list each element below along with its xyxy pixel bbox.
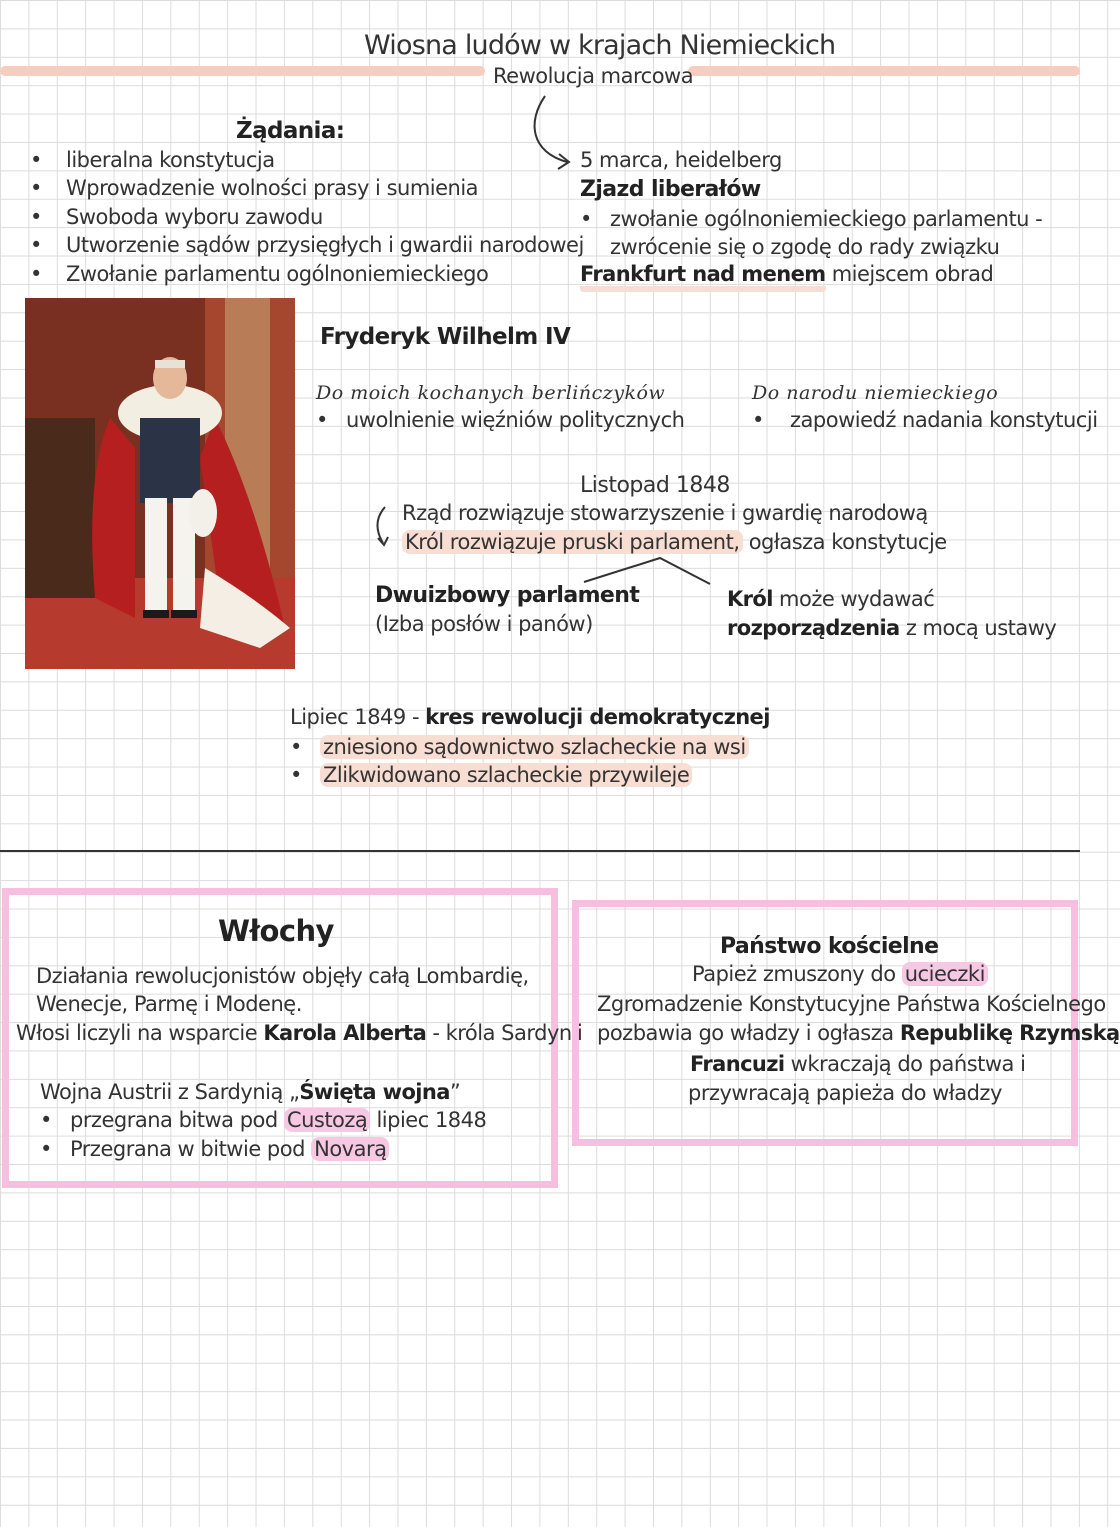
church-line1: Papież zmuszony do ucieczki (692, 962, 988, 986)
list-item: • Utworzenie sądów przysięgłych i gwardii narodowej (30, 233, 584, 258)
portrait-image (25, 298, 295, 669)
july-list (290, 733, 749, 790)
list-item: • zniesiono sądownictwo szlacheckie na wsi (320, 733, 749, 761)
nation-heading: Do narodu niemieckiego (752, 382, 999, 404)
november-date: Listopad 1848 (580, 473, 730, 498)
list-item: • liberalna konstytucja (30, 148, 275, 172)
title-underline-right (688, 66, 1080, 76)
king-decree-line1: Król może wydawać (727, 587, 935, 611)
church-line3: pozbawia go władzy i ogłasza Republikę Rzymską (597, 1021, 1120, 1045)
section-divider (0, 850, 1080, 852)
berlin-item: • uwolnienie więźniów politycznych (316, 408, 685, 432)
july-heading: Lipiec 1849 - kres rewolucji demokratycznej (290, 705, 770, 729)
church-title: Państwo kościelne (720, 934, 939, 959)
title-underline-left (0, 66, 485, 76)
italy-war: Wojna Austrii z Sardynią „Święta wojna” (40, 1080, 461, 1104)
church-line2: Zgromadzenie Konstytucyjne Państwa Kościelnego (597, 992, 1106, 1016)
king-decree-line2: rozporządzenia z mocą ustawy (727, 616, 1057, 640)
list-item: • Zlikwidowano szlacheckie przywileje (320, 761, 749, 789)
page-subtitle: Rewolucja marcowa (493, 64, 694, 88)
heidelberg-date: 5 marca, heidelberg (580, 148, 782, 172)
church-line4: Francuzi wkraczają do państwa i (690, 1052, 1026, 1076)
heidelberg-item: • zwołanie ogólnoniemieckiego parlamentu - zwrócenie się o zgodę do rady związku (580, 207, 1043, 260)
heidelberg-heading: Zjazd liberałów (580, 177, 761, 202)
demands-list (30, 146, 584, 288)
list-item: • Zwołanie parlamentu ogólnoniemieckiego (30, 261, 489, 286)
bicameral-sub: (Izba posłów i panów) (375, 612, 593, 636)
november-line1: Rząd rozwiązuje stowarzyszenie i gwardię narodową (402, 501, 928, 525)
king-portrait (25, 298, 295, 669)
church-line5: przywracają papieża do władzy (688, 1081, 1002, 1105)
november-line2: Król rozwiązuje pruski parlament, ogłasza konstytucje (402, 530, 947, 554)
nation-item: • zapowiedź nadania konstytucji (752, 408, 1098, 432)
italy-line3: Włosi liczyli na wsparcie Karola Alberta - króla Sardynii (16, 1021, 583, 1045)
berlin-heading: Do moich kochanych berlińczyków (316, 382, 666, 404)
heidelberg-place: Frankfurt nad menem miejscem obrad (580, 262, 993, 286)
king-name: Fryderyk Wilhelm IV (320, 324, 571, 350)
bracket-arrow-icon (371, 505, 401, 555)
italy-title: Włochy (218, 914, 334, 948)
italy-item1: • przegrana bitwa pod Custozą lipiec 1848 (40, 1108, 487, 1132)
demands-heading: Żądania: (236, 118, 345, 144)
list-item: • Wprowadzenie wolności prasy i sumienia (30, 176, 479, 201)
italy-line2: Wenecje, Parmę i Modenę. (36, 992, 302, 1016)
italy-item2: • Przegrana w bitwie pod Novarą (70, 1137, 389, 1161)
italy-line1: Działania rewolucjonistów objęły całą Lombardię, (36, 964, 529, 988)
page-title: Wiosna ludów w krajach Niemieckich (364, 30, 836, 61)
bicameral-heading: Dwuizbowy parlament (375, 583, 640, 608)
list-item: • Swoboda wyboru zawodu (30, 204, 323, 229)
